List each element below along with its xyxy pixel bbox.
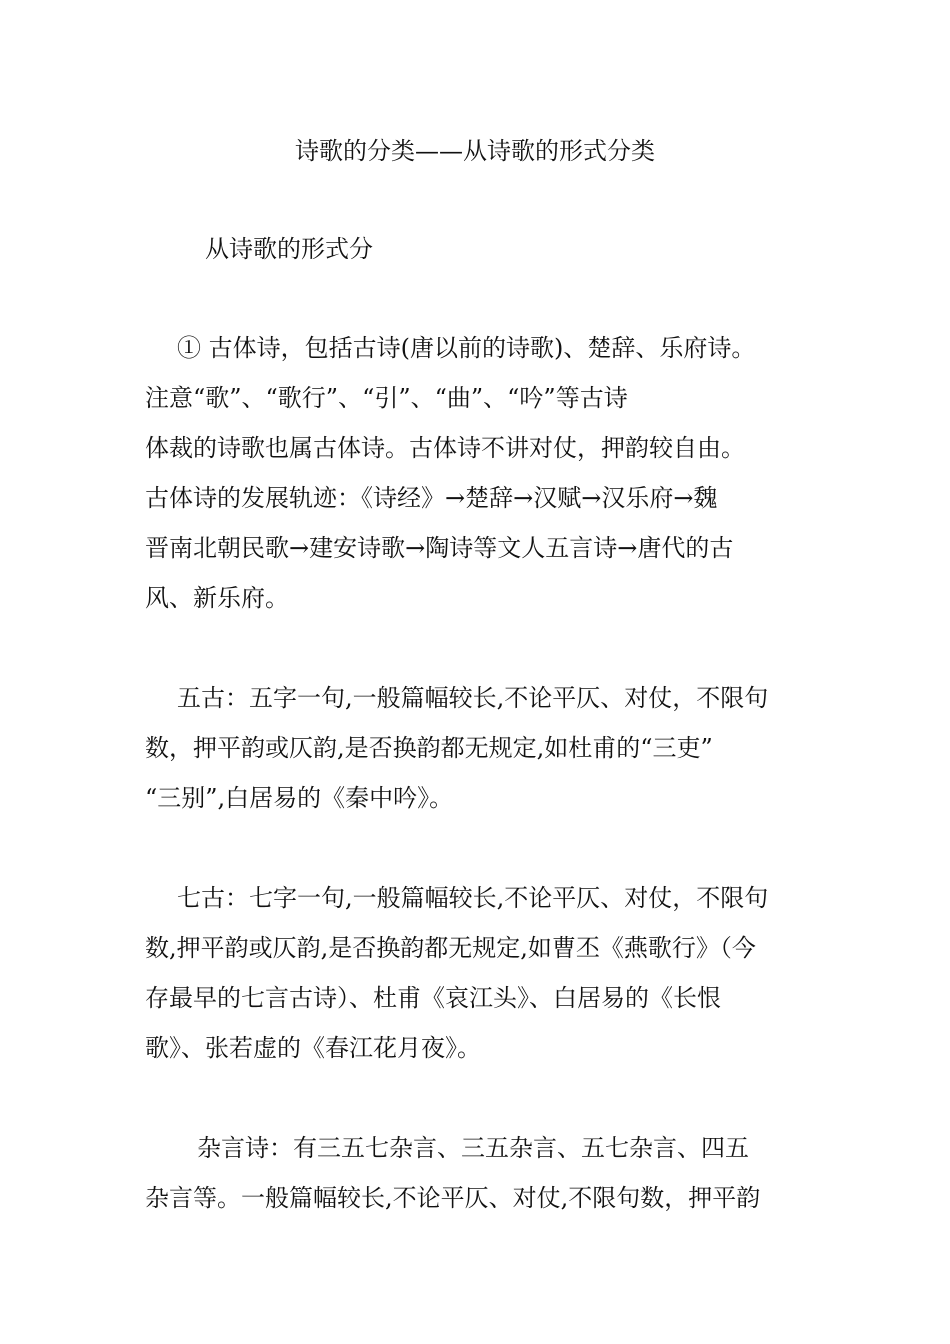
paragraph-line: 体裁的诗歌也属古体诗。古体诗不讲对仗，押韵较自由。 [145,434,745,462]
paragraph-line: 古体诗的发展轨迹：《诗经》→楚辞→汉赋→汉乐府→魏 [145,484,718,512]
paragraph-qigu [145,873,815,1073]
paragraph-line: 存最早的七言古诗）、杜甫《哀江头》、白居易的《长恨 [145,984,721,1012]
paragraph-zayanshi [145,1123,815,1223]
paragraph-gutishi [145,323,815,623]
paragraph-line: 晋南北朝民歌→建安诗歌→陶诗等文人五言诗→唐代的古 [145,534,734,562]
paragraph-line: 数，押平韵或仄韵,是否换韵都无规定,如杜甫的“三吏” [145,734,713,762]
paragraph-line: 七古：七字一句,一般篇幅较长,不论平仄、对仗，不限句 [177,884,769,912]
paragraph-line: 杂言诗：有三五七杂言、三五杂言、五七杂言、四五 [197,1134,749,1162]
paragraph-line: ① 古体诗，包括古诗(唐以前的诗歌)、楚辞、乐府诗。 [177,334,756,362]
section-subheading: 从诗歌的形式分 [205,235,373,263]
paragraph-wugu [145,673,815,823]
paragraph-line: 数,押平韵或仄韵,是否换韵都无规定,如曹丕《燕歌行》（今 [145,934,756,962]
document-title: 诗歌的分类——从诗歌的形式分类 [295,137,655,165]
paragraph-line: “三别”,白居易的《秦中吟》。 [145,784,454,812]
paragraph-line: 歌》、张若虚的《春江花月夜》。 [145,1034,481,1062]
paragraph-line: 杂言等。一般篇幅较长,不论平仄、对仗,不限句数，押平韵 [145,1184,761,1212]
paragraph-line: 风、新乐府。 [145,584,289,612]
paragraph-line: 五古：五字一句,一般篇幅较长,不论平仄、对仗，不限句 [177,684,769,712]
paragraph-line: 注意“歌”、“歌行”、“引”、“曲”、“吟”等古诗 [145,384,628,412]
